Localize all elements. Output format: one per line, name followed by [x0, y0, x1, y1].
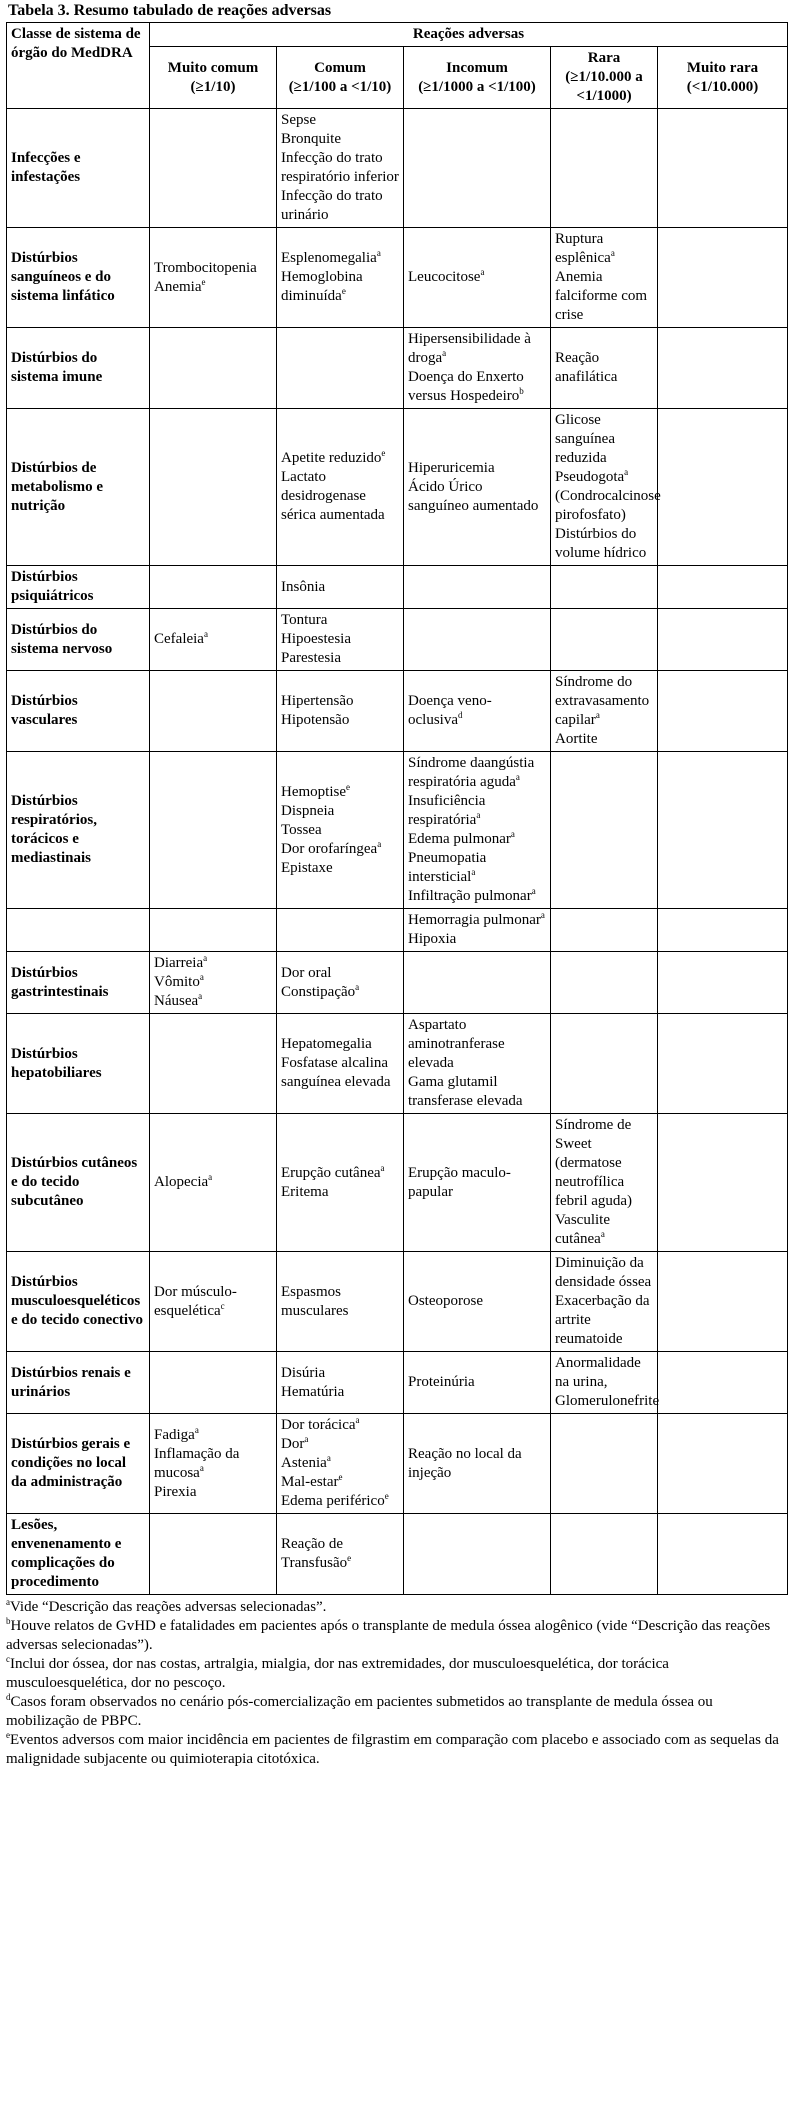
- footnote-marker: a: [610, 248, 615, 258]
- table-row: [7, 328, 788, 409]
- reaction-item: Fosfatase alcalina sanguínea elevada: [281, 1055, 391, 1090]
- table-row: [7, 909, 788, 952]
- footnote-marker: a: [198, 991, 203, 1001]
- reaction-cell: [150, 1114, 277, 1252]
- footnote-marker: e: [347, 1553, 352, 1563]
- reaction-cell: [658, 409, 788, 566]
- footnote-marker: a: [304, 1434, 309, 1444]
- footnote-marker: a: [355, 1415, 360, 1425]
- reaction-item: Pneumopatia intersticial$^a$: [408, 850, 487, 885]
- soc-cell: Distúrbios respiratórios, torácicos e mediastinais: [7, 752, 150, 909]
- reaction-cell: [404, 671, 551, 752]
- table-row: [7, 609, 788, 671]
- reaction-cell: [551, 109, 658, 228]
- soc-cell: Distúrbios do sistema imune: [7, 328, 150, 409]
- reaction-cell: [150, 1014, 277, 1114]
- reaction-item: Leucocitose$^a$: [408, 267, 485, 285]
- footnote-marker: e: [346, 781, 350, 792]
- header-col-comum: Comum (≥1/100 a <1/10): [277, 47, 404, 109]
- reaction-cell: [658, 752, 788, 909]
- reaction-cell: [150, 228, 277, 328]
- reaction-item: Ácido Úrico sanguíneo aumentado: [408, 478, 539, 514]
- footnote-marker: a: [442, 348, 447, 358]
- reaction-cell: [150, 566, 277, 609]
- reaction-item: Edema periférico$^e$: [281, 1491, 389, 1509]
- table-title: Tabela 3. Resumo tabulado de reações adversas: [8, 2, 332, 19]
- reaction-cell: [277, 1352, 404, 1414]
- reaction-cell: [551, 409, 661, 566]
- reaction-cell: [404, 1114, 551, 1252]
- header-soc: Classe de sistema de órgão do MedDRA: [7, 23, 150, 109]
- adverse-reactions-table: [6, 22, 788, 1595]
- reaction-item: Anormalidade na urina,: [555, 1355, 641, 1390]
- reaction-item: Síndrome daangústia respiratória aguda$^a$: [408, 755, 535, 790]
- footnote-marker: a: [199, 1462, 204, 1473]
- reaction-cell: [551, 909, 658, 952]
- footnote-marker: a: [540, 910, 545, 920]
- footnote-marker: b: [519, 386, 524, 396]
- reaction-cell: [404, 1352, 551, 1414]
- reaction-cell: [658, 1014, 788, 1114]
- reaction-item: Anemia falciforme com crise: [555, 269, 648, 323]
- reaction-cell: [404, 609, 551, 671]
- reaction-cell: [551, 1014, 658, 1114]
- reaction-item: Fadiga$^a$: [154, 1424, 199, 1443]
- reaction-cell: [551, 328, 658, 409]
- reaction-item: Anemia$^e$: [154, 276, 206, 295]
- reaction-item: Mal-estar$^e$: [281, 1472, 343, 1490]
- reaction-cell: [277, 109, 404, 228]
- reaction-cell: [150, 1352, 277, 1414]
- footnote: $^a$Vide “Descrição das reações adversas selecionadas”.: [6, 1597, 327, 1615]
- reaction-item: Trombocitopenia: [154, 259, 257, 276]
- reaction-item: Reação no local da injeção: [408, 1445, 522, 1481]
- footnote-marker: a: [376, 248, 381, 258]
- reaction-cell: [150, 409, 277, 566]
- reaction-item: Alopecia$^a$: [154, 1172, 213, 1190]
- footnote-marker: a: [377, 838, 382, 849]
- soc-cell: Distúrbios do sistema nervoso: [7, 609, 150, 671]
- footnote-marker: a: [595, 710, 600, 720]
- soc-cell: Distúrbios vasculares: [7, 671, 150, 752]
- reaction-item: Aspartato aminotranferase elevada: [408, 1017, 505, 1071]
- reaction-item: Síndrome do extravasamento capilar$^a$: [555, 674, 650, 728]
- reaction-cell: [150, 609, 277, 671]
- soc-cell: Distúrbios cutâneos e do tecido subcutâneo: [7, 1114, 150, 1252]
- reaction-item: Pseudogota$^a$: [555, 467, 629, 485]
- header-row-group: [7, 23, 788, 47]
- reaction-cell: [551, 952, 658, 1014]
- table-row: [7, 1514, 788, 1595]
- reaction-item: Bronquite: [281, 131, 341, 147]
- table-row: [7, 1252, 788, 1352]
- reaction-item: Infiltração pulmonar$^a$: [408, 886, 536, 904]
- reaction-cell: [658, 1352, 788, 1414]
- reaction-item: Cefaleia$^a$: [154, 629, 208, 647]
- soc-cell: Distúrbios sanguíneos e do sistema linfático: [7, 228, 150, 328]
- reaction-item: Epistaxe: [281, 859, 333, 876]
- reaction-cell: [277, 1252, 404, 1352]
- reaction-item: Dor orofaríngea$^a$: [281, 838, 382, 857]
- reaction-item: Distúrbios do volume hídrico: [555, 526, 647, 561]
- table-row: [7, 1352, 788, 1414]
- footnote-marker: a: [380, 1162, 385, 1173]
- reaction-item: Astenia$^a$: [281, 1453, 331, 1471]
- reaction-cell: [277, 1414, 404, 1514]
- reaction-cell: [404, 909, 551, 952]
- soc-cell: Distúrbios hepatobiliares: [7, 1014, 150, 1114]
- reaction-cell: [277, 909, 404, 952]
- footnote: $^b$Houve relatos de GvHD e fatalidades em pacientes após o transplante de medula óssea alogênico (vide “Descrição das reações adversas selecionadas”).: [6, 1616, 771, 1653]
- footnote-marker: e: [201, 276, 206, 287]
- footnote-marker: a: [624, 467, 629, 477]
- reaction-cell: [150, 909, 277, 952]
- reaction-cell: [150, 109, 277, 228]
- reaction-item: Ruptura esplênica$^a$: [555, 231, 615, 266]
- header-reactions-group: Reações adversas: [150, 23, 788, 47]
- reaction-item: Proteinúria: [408, 1374, 475, 1390]
- footnote-marker: a: [355, 981, 360, 992]
- footnote-marker: a: [208, 1172, 213, 1182]
- reaction-item: Hipoestesia: [281, 631, 351, 647]
- reaction-item: Dor$^a$: [281, 1434, 309, 1452]
- reaction-cell: [150, 1252, 277, 1352]
- footnote-marker: e: [384, 1491, 389, 1501]
- reaction-cell: [404, 952, 551, 1014]
- reaction-cell: [404, 1414, 551, 1514]
- reaction-cell: [277, 228, 404, 328]
- reaction-item: Hemoptise$^e$: [281, 781, 350, 800]
- reaction-item: Diminuição da densidade óssea: [555, 1255, 652, 1290]
- reaction-cell: [658, 1514, 788, 1595]
- reaction-cell: [658, 1114, 788, 1252]
- soc-cell: Lesões, envenenamento e complicações do procedimento: [7, 1514, 150, 1595]
- soc-cell: Distúrbios musculoesqueléticos e do tecido conectivo: [7, 1252, 150, 1352]
- reaction-item: Edema pulmonar$^a$: [408, 829, 515, 847]
- reaction-cell: [551, 752, 658, 909]
- reaction-item: Tontura: [281, 612, 328, 628]
- reaction-item: Hipotensão: [281, 712, 350, 728]
- footnote: $^c$Inclui dor óssea, dor nas costas, artralgia, mialgia, dor nas extremidades, dor musculoesquelética, dor torácica musculoesquelética, dor no pescoço.: [6, 1654, 669, 1691]
- table-row: [7, 952, 788, 1014]
- reaction-cell: [277, 952, 404, 1014]
- reaction-cell: [658, 228, 788, 328]
- reaction-cell: [551, 1114, 658, 1252]
- table-row: [7, 1114, 788, 1252]
- table-row: [7, 409, 788, 566]
- reaction-item: Reação anafilática: [555, 350, 618, 385]
- reaction-item: Gama glutamil transferase elevada: [408, 1074, 523, 1109]
- reaction-item: Dor músculo-esquelética$^c$: [154, 1283, 237, 1319]
- reaction-cell: [658, 328, 788, 409]
- reaction-item: Hipoxia: [408, 931, 457, 947]
- reaction-item: Insônia: [281, 578, 326, 595]
- reaction-item: Glomerulonefrite: [555, 1393, 660, 1409]
- reaction-item: Dor torácica$^a$: [281, 1415, 360, 1433]
- reaction-cell: [551, 566, 658, 609]
- reaction-item: Infecção do trato urinário: [281, 188, 383, 223]
- reaction-item: Dispneia: [281, 802, 335, 819]
- reaction-cell: [150, 752, 277, 909]
- reaction-cell: [551, 1514, 658, 1595]
- soc-cell: Distúrbios gerais e condições no local da administração: [7, 1414, 150, 1514]
- reaction-item: Inflamação da mucosa$^a$: [154, 1445, 240, 1481]
- footnote-marker: a: [194, 1424, 199, 1435]
- footnote: $^d$Casos foram observados no cenário pós-comercialização em pacientes submetidos ao transplante de medula óssea ou mobilização de PBPC.: [6, 1692, 713, 1729]
- reaction-cell: [551, 671, 658, 752]
- reaction-item: Aortite: [555, 731, 598, 747]
- footnote-marker: a: [326, 1453, 331, 1463]
- reaction-cell: [277, 1114, 404, 1252]
- reaction-cell: [551, 609, 658, 671]
- reaction-cell: [150, 671, 277, 752]
- reaction-item: Hiperuricemia: [408, 459, 495, 476]
- footnote-marker: a: [471, 867, 476, 877]
- reaction-item: Hemorragia pulmonar$^a$: [408, 910, 545, 928]
- reaction-item: Hepatomegalia: [281, 1036, 372, 1052]
- header-col-rara: Rara (≥1/10.000 a <1/1000): [551, 47, 658, 109]
- footnote-marker: a: [600, 1229, 605, 1239]
- footnote-marker: e: [338, 1472, 343, 1482]
- table-row: [7, 752, 788, 909]
- soc-cell: Infecções e infestações: [7, 109, 150, 228]
- reaction-cell: [277, 409, 404, 566]
- reaction-cell: [150, 1514, 277, 1595]
- reaction-cell: [404, 409, 551, 566]
- reaction-item: Eritema: [281, 1183, 329, 1200]
- reaction-cell: [551, 228, 658, 328]
- reaction-cell: [404, 566, 551, 609]
- reaction-item: Vômito$^a$: [154, 972, 204, 990]
- table-row: [7, 109, 788, 228]
- table-row: [7, 228, 788, 328]
- reaction-cell: [658, 566, 788, 609]
- reaction-item: Náusea$^a$: [154, 991, 203, 1009]
- reaction-cell: [404, 1514, 551, 1595]
- reaction-item: Erupção cutânea$^a$: [281, 1162, 385, 1181]
- table-row: [7, 1014, 788, 1114]
- reaction-item: Síndrome de Sweet (dermatose neutrofílica febril aguda): [555, 1117, 633, 1209]
- footnote-marker: a: [480, 267, 485, 277]
- reaction-cell: [658, 1252, 788, 1352]
- footnote-marker: c: [220, 1300, 225, 1311]
- reaction-cell: [658, 109, 788, 228]
- reaction-item: Infecção do trato respiratório inferior: [281, 150, 399, 185]
- reaction-cell: [150, 952, 277, 1014]
- footnote-marker: a: [203, 953, 208, 963]
- footnote: $^e$Eventos adversos com maior incidência em pacientes de filgrastim em comparação com placebo e associado com as sequelas da malignidade subjacente ou quimioterapia citotóxica.: [6, 1730, 779, 1767]
- reaction-cell: [404, 752, 551, 909]
- soc-cell: Distúrbios psiquiátricos: [7, 566, 150, 609]
- header-col-muito-comum: Muito comum (≥1/10): [150, 47, 277, 109]
- footnote-marker: d: [458, 710, 463, 720]
- footnote-marker: a: [476, 810, 481, 820]
- reaction-item: Glicose sanguínea reduzida: [555, 412, 615, 466]
- reaction-cell: [277, 328, 404, 409]
- reaction-item: Erupção maculo-papular: [408, 1164, 511, 1200]
- reaction-item: Sepse: [281, 112, 316, 128]
- reaction-item: Doença veno-oclusiva$^d$: [408, 693, 492, 728]
- reaction-item: Reação de Transfusão$^e$: [281, 1536, 352, 1571]
- footnote-marker: a: [531, 886, 536, 896]
- reaction-item: Osteoporose: [408, 1293, 483, 1309]
- reaction-cell: [277, 752, 404, 909]
- soc-cell: Distúrbios renais e urinários: [7, 1352, 150, 1414]
- table-row: [7, 1414, 788, 1514]
- reaction-cell: [551, 1414, 658, 1514]
- reaction-cell: [658, 1414, 788, 1514]
- reaction-item: Apetite reduzido$^e$: [281, 448, 386, 466]
- reaction-cell: [404, 109, 551, 228]
- soc-cell: Distúrbios de metabolismo e nutrição: [7, 409, 150, 566]
- reaction-cell: [658, 909, 788, 952]
- reaction-item: Insuficiência respiratória$^a$: [408, 793, 486, 828]
- reaction-cell: [277, 566, 404, 609]
- table-body: [7, 109, 788, 1595]
- reaction-item: Dor oral: [281, 964, 332, 981]
- reaction-item: Lactato desidrogenase sérica aumentada: [281, 469, 385, 523]
- table-row: [7, 671, 788, 752]
- reaction-cell: [658, 671, 788, 752]
- footnote-marker: e: [341, 286, 346, 296]
- header-col-muito-rara: Muito rara (<1/10.000): [658, 47, 788, 109]
- reaction-item: Espasmos musculares: [281, 1283, 349, 1319]
- footnote-marker: e: [381, 448, 386, 458]
- reaction-item: Disúria: [281, 1364, 326, 1381]
- reaction-item: Parestesia: [281, 650, 341, 666]
- footnote-marker: a: [203, 629, 208, 639]
- reaction-cell: [551, 1252, 658, 1352]
- reaction-item: Esplenomegalia$^a$: [281, 248, 381, 266]
- reaction-item: Vasculite cutânea$^a$: [555, 1212, 610, 1247]
- footnote-marker: a: [199, 972, 204, 982]
- reaction-item: Hematúria: [281, 1383, 345, 1400]
- reaction-item: Diarreia$^a$: [154, 953, 208, 971]
- table-row: [7, 566, 788, 609]
- reaction-item: Hipersensibilidade à droga$^a$: [408, 331, 531, 366]
- reaction-cell: [277, 671, 404, 752]
- soc-cell: Distúrbios gastrintestinais: [7, 952, 150, 1014]
- reaction-cell: [658, 952, 788, 1014]
- footnote-marker: a: [515, 772, 520, 782]
- header-col-incomum: Incomum (≥1/1000 a <1/100): [404, 47, 551, 109]
- soc-cell: [7, 909, 150, 952]
- footnote-marker: a: [510, 829, 515, 839]
- reaction-item: Doença do Enxerto versus Hospedeiro$^b$: [408, 369, 524, 404]
- reaction-cell: [404, 228, 551, 328]
- reaction-cell: [277, 609, 404, 671]
- reaction-cell: [150, 1414, 277, 1514]
- reaction-cell: [551, 1352, 658, 1414]
- reaction-item: Exacerbação da artrite reumatoide: [555, 1293, 650, 1347]
- reaction-item: Tossea: [281, 821, 322, 838]
- reaction-item: (Condrocalcinose pirofosfato): [555, 488, 661, 523]
- reaction-cell: [277, 1014, 404, 1114]
- footnotes: [6, 1598, 787, 1769]
- reaction-item: Pirexia: [154, 1483, 197, 1500]
- reaction-item: Hemoglobina diminuída$^e$: [281, 269, 363, 304]
- reaction-cell: [404, 1014, 551, 1114]
- reaction-item: Hipertensão: [281, 693, 354, 709]
- reaction-cell: [658, 609, 788, 671]
- reaction-cell: [404, 1252, 551, 1352]
- reaction-item: Constipação$^a$: [281, 981, 360, 1000]
- reaction-cell: [277, 1514, 404, 1595]
- reaction-cell: [150, 328, 277, 409]
- reaction-cell: [404, 328, 551, 409]
